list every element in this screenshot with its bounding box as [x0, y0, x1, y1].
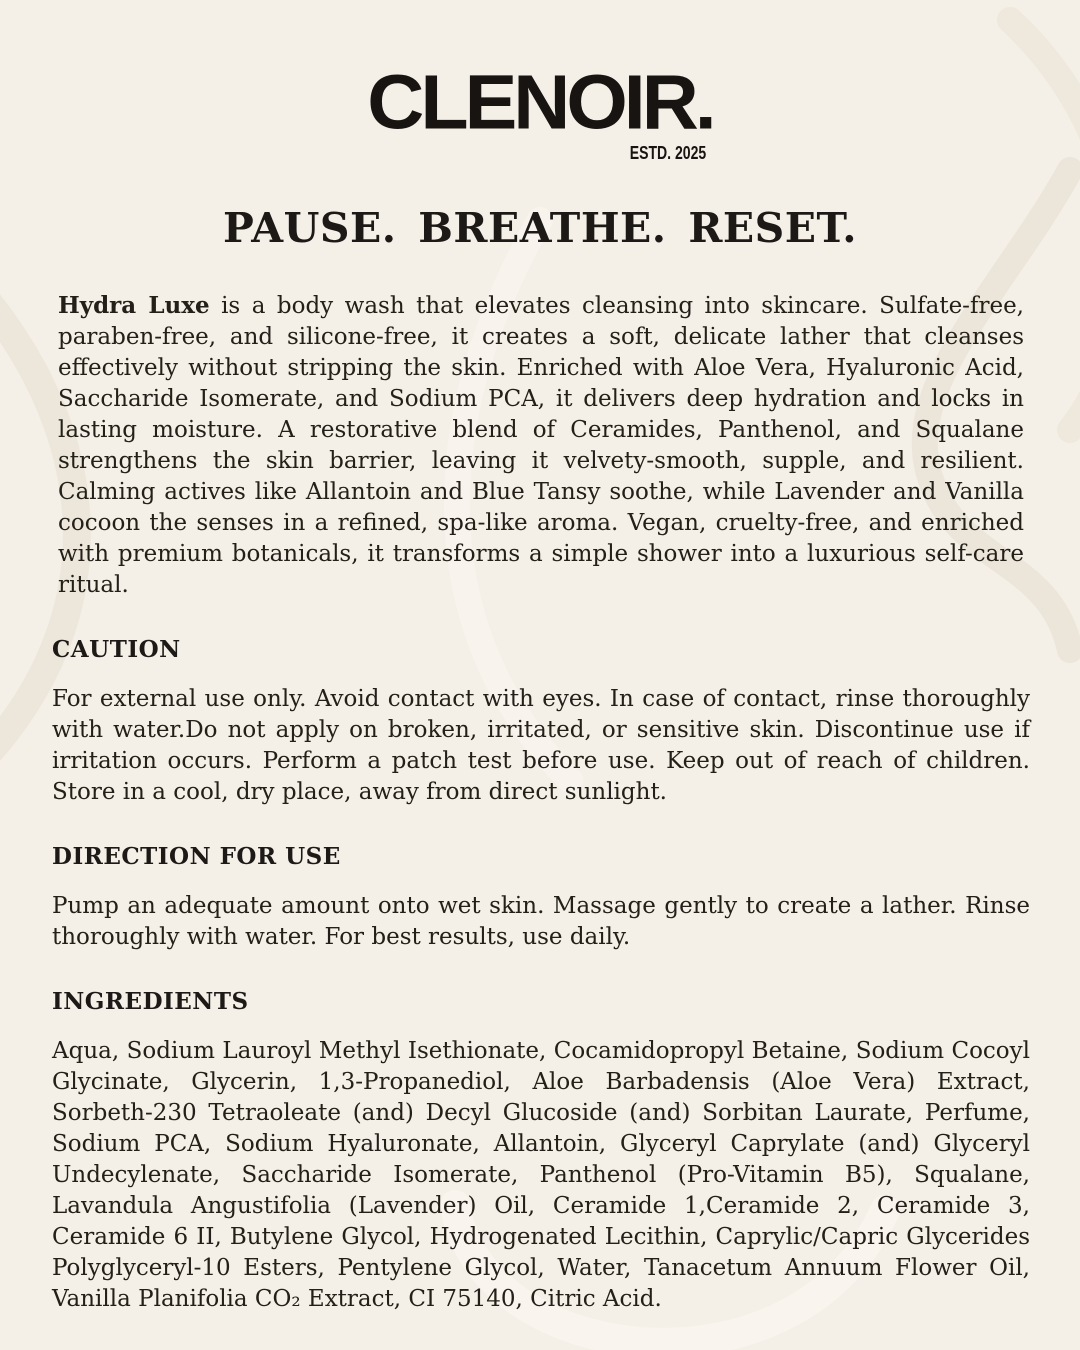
product-description-text: is a body wash that elevates cleansing into skincare. Sulfate-free, paraben-free, and silicone-free, it creates a soft, delicate lather that cleanses effectively without stripping the skin. Enriched with Aloe Vera, Hyaluronic Acid, Saccharide Isomerate, and Sodium PCA, it delivers deep hydration and locks in lasting moisture. A restorative blend of Ceramides, Panthenol, and Squalane strengthens the skin barrier, leaving it velvety-smooth, supple, and resilient. Calming actives like Allantoin and Blue Tansy soothe, while Lavender and Vanilla cocoon the senses in a refined, spa-like aroma. Vegan, cruelty-free, and enriched with premium botanicals, it transforms a simple shower into a luxurious self-care ritual.	[58, 293, 1024, 598]
product-description	[52, 290, 1030, 601]
header	[0, 0, 1080, 252]
brand-established-label: ESTD. 2025	[629, 143, 707, 163]
tagline-heading: PAUSE. BREATHE. RESET.	[222, 204, 858, 252]
label-content	[0, 290, 1080, 1315]
ingredients-text: Aqua, Sodium Lauroyl Methyl Isethionate, Cocamidopropyl Betaine, Sodium Cocoyl Glycinate, Glycerin, 1,3-Propanediol, Aloe Barbadensis (Aloe Vera) Extract, Sorbeth-230 Tetraoleate (and) Decyl Glucoside (and) Sorbitan Laurate, Perfume, Sodium PCA, Sodium Hyaluronate, Allantoin, Glyceryl Caprylate (and) Glyceryl Undecylenate, Saccharide Isomerate, Panthenol (Pro-Vitamin B5), Squalane, Lavandula Angustifolia (Lavender) Oil, Ceramide 1,Ceramide 2, Ceramide 3, Ceramide 6 II, Butylene Glycol, Hydrogenated Lecithin, Caprylic/Capric Glycerides Polyglyceryl-10 Esters, Pentylene Glycol, Water, Tanacetum Annuum Flower Oil, Vanilla Planifolia CO₂ Extract, CI 75140, Citric Acid.	[52, 1038, 1030, 1312]
section-caution	[52, 636, 1030, 808]
caution-text: For external use only. Avoid contact with eyes. In case of contact, rinse thoroughly with water.Do not apply on broken, irritated, or sensitive skin. Discontinue use if irritation occurs. Perform a patch test before use. Keep out of reach of children. Store in a cool, dry place, away from direct sunlight.	[52, 686, 1030, 805]
product-name: Hydra Luxe	[58, 292, 210, 319]
direction-for-use-heading: DIRECTION FOR USE	[52, 843, 341, 870]
section-ingredients	[52, 988, 1030, 1315]
brand-logo	[367, 57, 713, 164]
caution-heading: CAUTION	[52, 636, 181, 663]
section-direction-for-use	[52, 843, 1030, 953]
direction-for-use-text: Pump an adequate amount onto wet skin. Massage gently to create a lather. Rinse thoroughly with water. For best results, use daily.	[52, 893, 1030, 950]
ingredients-heading: INGREDIENTS	[52, 988, 249, 1015]
brand-logo-text: CLENOIR.	[367, 57, 713, 146]
